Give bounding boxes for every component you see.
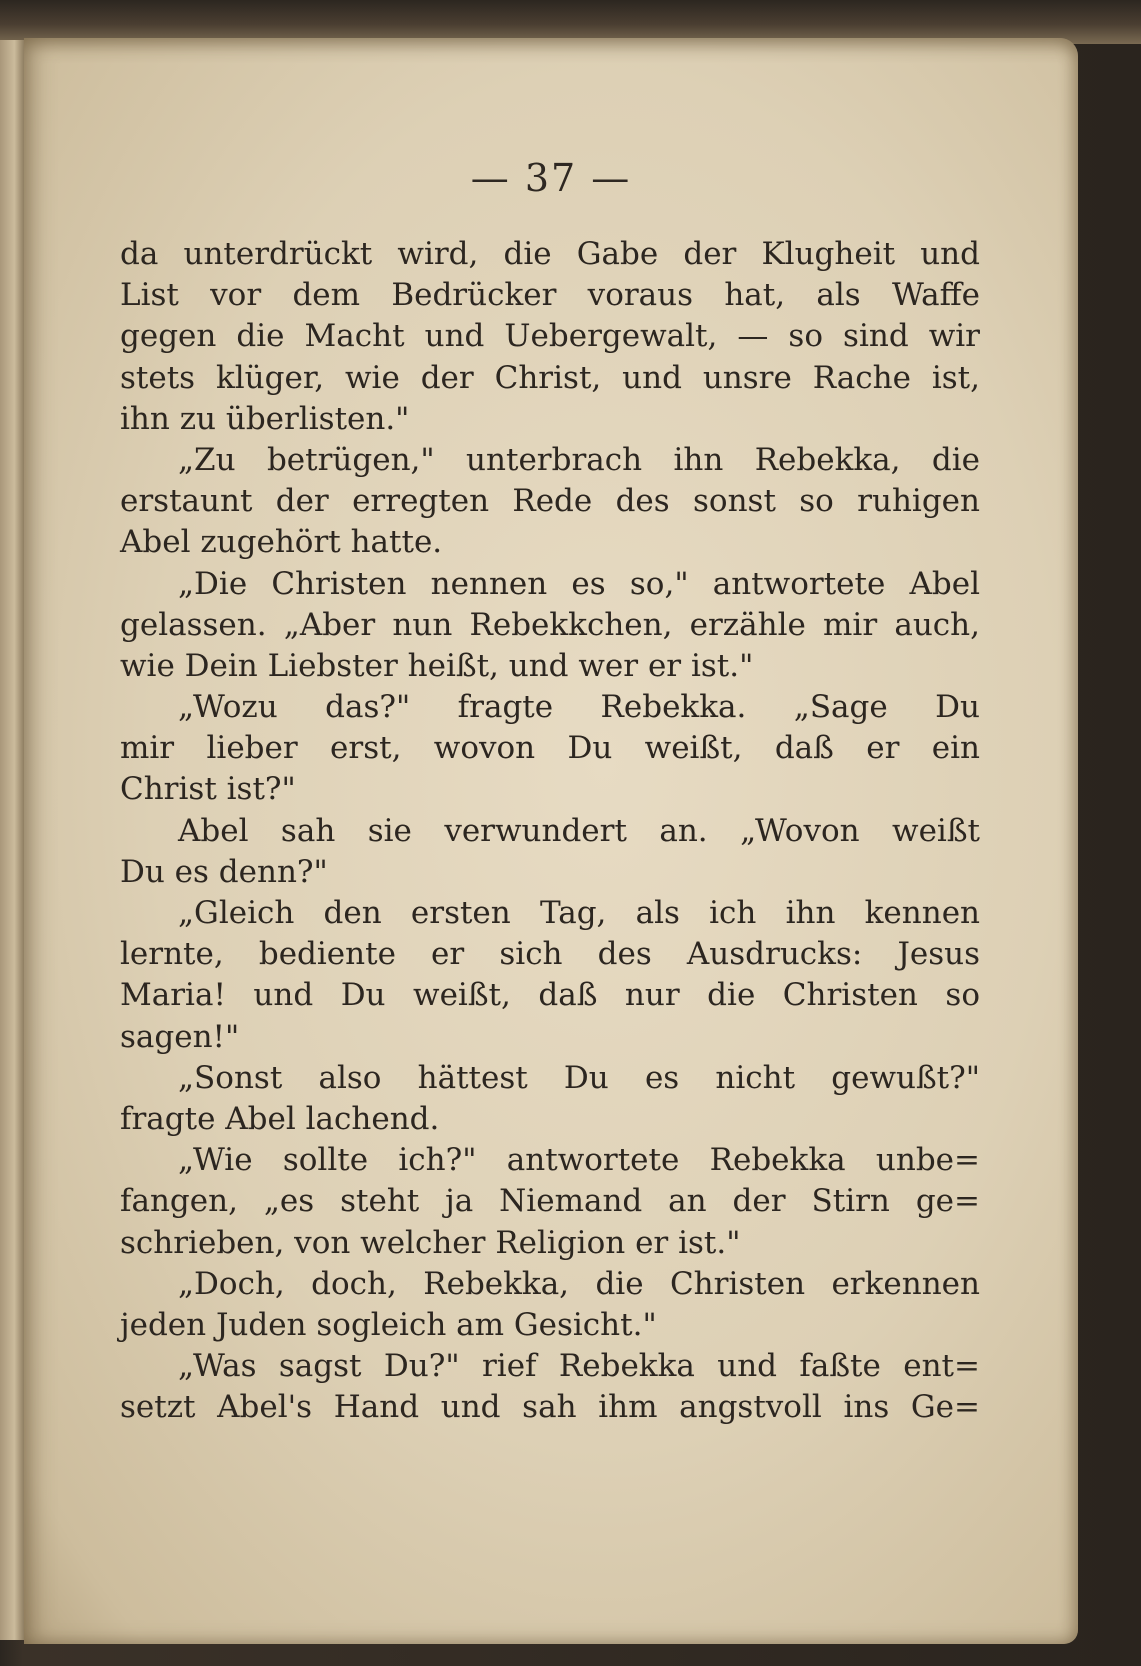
- text-line: gelassen. „Aber nun Rebekkchen, erzähle mir auch,: [120, 606, 980, 643]
- text-line: „Gleich den ersten Tag, als ich ihn kennen: [178, 895, 980, 931]
- text-line: jeden Juden sogleich am Gesicht.": [120, 1306, 657, 1343]
- text-line: Christ ist?": [120, 771, 296, 808]
- text-line: „Wozu das?" fragte Rebekka. „Sage Du: [178, 689, 980, 726]
- text-line: List vor dem Bedrücker voraus hat, als Waffe: [120, 277, 980, 314]
- text-line: „Sonst also hättest Du es nicht gewußt?": [178, 1059, 980, 1096]
- text-line: schrieben, von welcher Religion er ist.": [120, 1224, 741, 1261]
- text-line: gegen die Macht und Uebergewalt, — so sind wir: [120, 318, 980, 355]
- text-line: setzt Abel's Hand und sah ihm angstvoll ins Ge=: [120, 1389, 980, 1426]
- text-line: Abel sah sie verwundert an. „Wovon weißt: [178, 812, 980, 849]
- text-line: fangen, „es steht ja Niemand an der Stirn ge=: [120, 1183, 980, 1220]
- text-line: erstaunt der erregten Rede des sonst so ruhigen: [120, 483, 980, 520]
- text-line: „Was sagst Du?" rief Rebekka und faßte ent=: [178, 1348, 980, 1385]
- text-line: da unterdrückt wird, die Gabe der Klugheit und: [120, 236, 980, 272]
- text-line: wie Dein Liebster heißt, und wer er ist.": [120, 647, 754, 684]
- text-line: stets klüger, wie der Christ, und unsre Rache ist,: [120, 359, 980, 396]
- page-number: — 37 —: [470, 156, 632, 200]
- previous-page-edge: [0, 40, 26, 1640]
- book-page: [24, 38, 1078, 1644]
- text-line: Du es denn?": [120, 853, 328, 890]
- text-line: „Doch, doch, Rebekka, die Christen erkennen: [178, 1265, 980, 1302]
- text-line: Abel zugehört hatte.: [120, 524, 443, 561]
- text-line: mir lieber erst, wovon Du weißt, daß er ein: [120, 730, 980, 767]
- text-line: „Wie sollte ich?" antwortete Rebekka unbe=: [178, 1142, 980, 1179]
- text-line: Maria! und Du weißt, daß nur die Christen so: [120, 977, 980, 1014]
- text-line: fragte Abel lachend.: [120, 1100, 440, 1137]
- body-text: [120, 234, 980, 1428]
- text-line: „Die Christen nennen es so," antwortete Abel: [178, 565, 980, 602]
- text-line: sagen!": [120, 1018, 240, 1055]
- text-line: „Zu betrügen," unterbrach ihn Rebekka, die: [178, 441, 980, 478]
- text-line: ihn zu überlisten.": [120, 400, 410, 437]
- text-line: lernte, bediente er sich des Ausdrucks: Jesus: [120, 936, 980, 973]
